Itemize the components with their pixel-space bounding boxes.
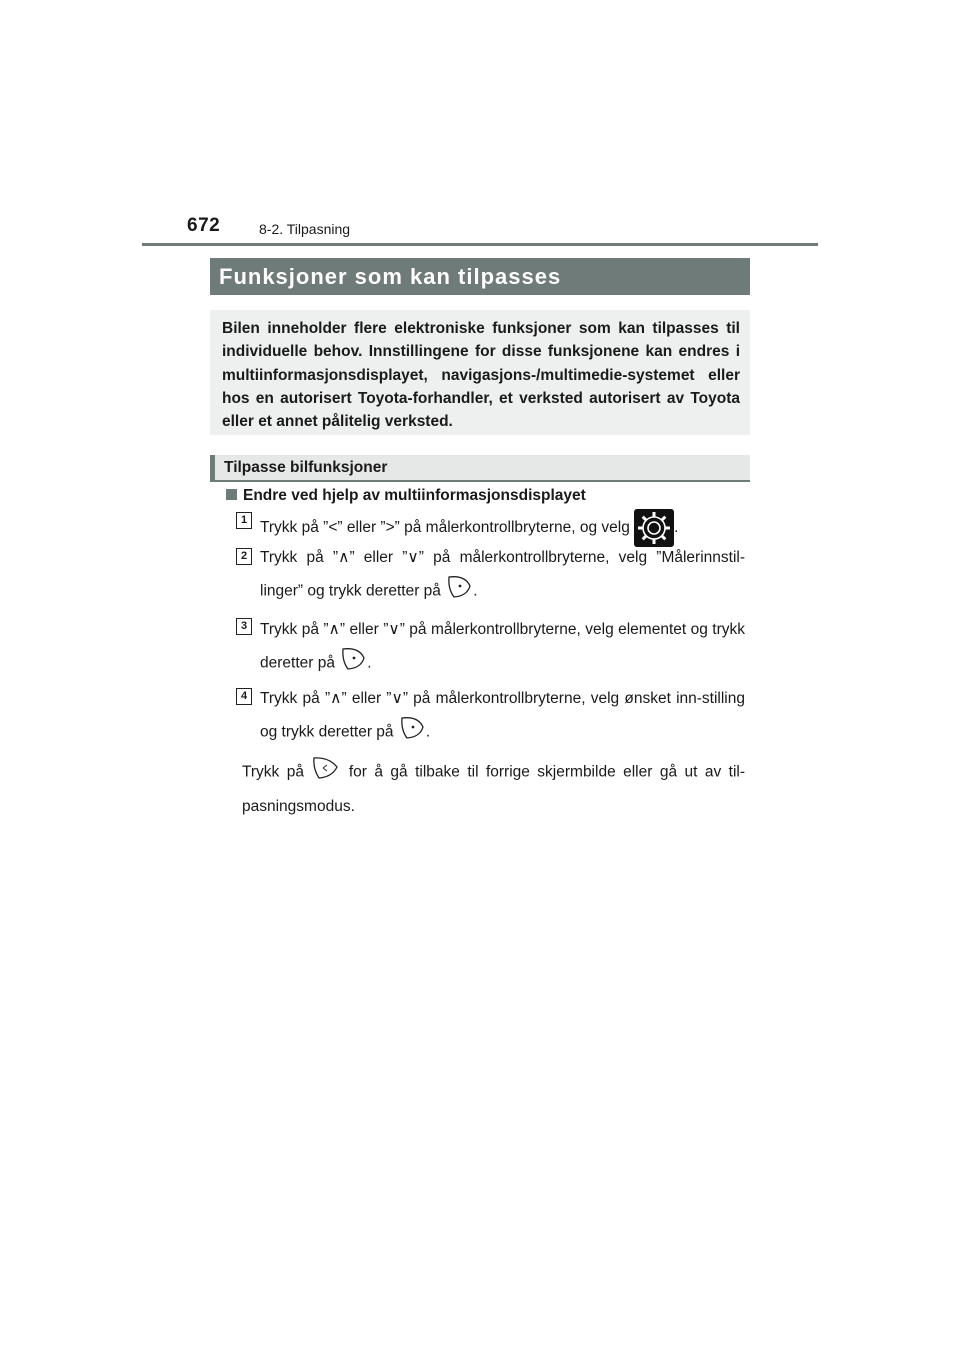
bullet-heading-text: Endre ved hjelp av multiinformasjonsdisplayet — [243, 487, 586, 504]
step-text-before: Trykk på ”∧” eller ”∨” på målerkontrollbryterne, velg ønsket inn-stilling og trykk deretter på — [260, 690, 745, 741]
step-text-after: . — [473, 582, 478, 600]
back-button-icon — [311, 754, 341, 791]
step-text-before: Trykk på ”<” eller ”>” på målerkontrollbryterne, og velg — [260, 519, 630, 537]
step-text — [260, 614, 745, 682]
back-text-after: for å gå tilbake til forrige skjermbilde eller gå ut av til-pasningsmodus. — [242, 763, 746, 815]
step-text — [260, 542, 745, 610]
step-text-after: . — [674, 519, 679, 537]
step-number: 3 — [236, 618, 252, 635]
step-number: 1 — [236, 512, 252, 529]
header-rule — [142, 243, 818, 246]
page-number: 672 — [187, 215, 221, 236]
ok-button-icon — [398, 714, 426, 751]
step-text — [260, 683, 745, 751]
step-text-after: . — [425, 723, 431, 741]
section-reference: 8-2. Tilpasning — [259, 221, 351, 237]
intro-text: Bilen inneholder flere elektroniske funksjoner som kan tilpasses til individuelle behov. Innstillingene for disse funksjonene kan endres i multiinformasjonsdisplayet, navigasjons-/multimedie-systemet eller hos en autorisert Toyota-forhandler, et verksted autorisert av Toyota eller et annet pålitelig verksted. — [210, 310, 750, 435]
back-instruction — [242, 754, 745, 822]
step-text-before: Trykk på ”∧” eller ”∨” på målerkontrollbryterne, velg ”Målerinnstil-linger” og trykk deretter på — [260, 549, 745, 600]
subheading: Tilpasse bilfunksjoner — [210, 455, 750, 482]
step-text-before: Trykk på ”∧” eller ”∨” på målerkontrollbryterne, velg elementet og trykk deretter på — [260, 621, 745, 672]
ok-button-icon — [445, 573, 473, 610]
page-title: Funksjoner som kan tilpasses — [210, 258, 750, 295]
back-text-before: Trykk på — [242, 763, 304, 781]
bullet-heading — [226, 487, 586, 505]
step-number: 2 — [236, 548, 252, 565]
ok-button-icon — [339, 645, 367, 682]
bullet-square-icon — [226, 489, 237, 500]
step-number: 4 — [236, 688, 252, 705]
step-text-after: . — [367, 654, 372, 672]
